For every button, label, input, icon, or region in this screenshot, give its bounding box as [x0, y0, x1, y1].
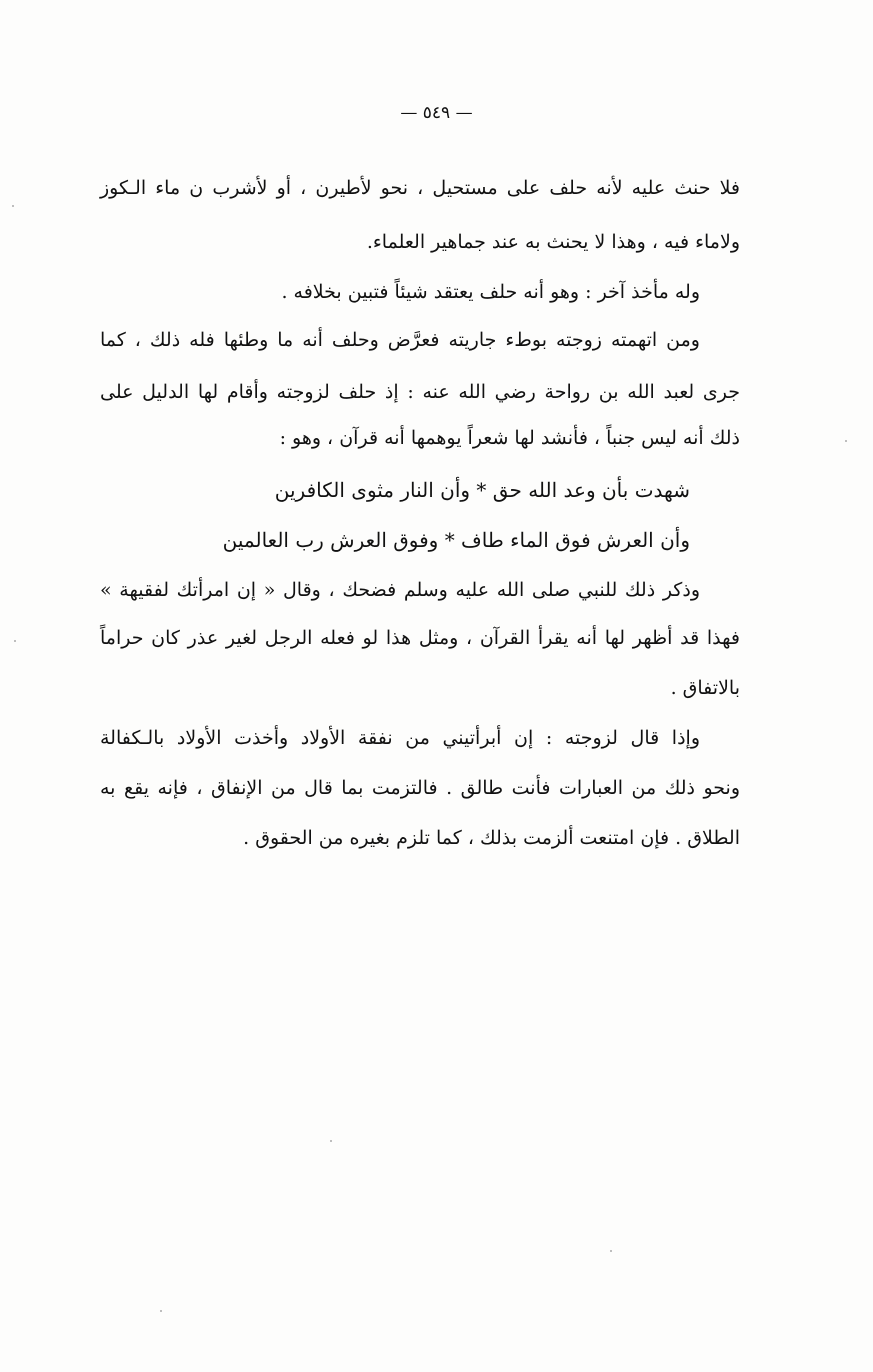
text-line: ونحو ذلك من العبارات فأنت طالق . فالتزمت بما قال من الإنفاق ، فإنه يقع به: [100, 777, 740, 799]
text-line: ذلك أنه ليس جنباً ، فأنشد لها شعراً يوهمها أنه قرآن ، وهو :: [279, 427, 740, 449]
text-line: ولاماء فيه ، وهذا لا يحنث به عند جماهير العلماء.: [366, 231, 740, 253]
text-line: جرى لعبد الله بن رواحة رضي الله عنه : إذ حلف لزوجته وأقام لها الدليل على: [100, 381, 740, 403]
poem-verse: وأن العرش فوق الماء طاف * وفوق العرش رب العالمين: [222, 528, 690, 552]
scan-speck: [330, 1140, 332, 1142]
scan-speck: [610, 1250, 612, 1252]
text-line: وذكر ذلك للنبي صلى الله عليه وسلم فضحك ، وقال « إن امرأتك لفقيهة »: [100, 579, 700, 601]
poem-verse: شهدت بأن وعد الله حق * وأن النار مثوى الكافرين: [274, 478, 690, 502]
body-text: [100, 0, 740, 1372]
text-line: فهذا قد أظهر لها أنه يقرأ القرآن ، ومثل هذا لو فعله الرجل لغير عذر كان حراماً: [100, 627, 740, 649]
text-line: فلا حنث عليه لأنه حلف على مستحيل ، نحو لأطيرن ، أو لأشرب ن ماء الـكوز: [100, 177, 740, 199]
text-line: ومن اتهمته زوجته بوطء جاريته فعرَّض وحلف أنه ما وطئها فله ذلك ، كما: [100, 329, 700, 351]
text-line: بالاتفاق .: [670, 677, 740, 699]
scan-speck: [160, 1310, 162, 1312]
scan-speck: [14, 640, 16, 642]
text-line: الطلاق . فإن امتنعت ألزمت بذلك ، كما تلزم بغيره من الحقوق .: [243, 827, 740, 849]
text-line: وإذا قال لزوجته : إن أبرأتيني من نفقة الأولاد وأخذت الأولاد بالـكفالة: [100, 727, 700, 749]
scan-speck: [12, 205, 14, 207]
page-number: — ٥٤٩ —: [400, 103, 473, 123]
scan-speck: [845, 440, 847, 442]
text-line: وله مأخذ آخر : وهو أنه حلف يعتقد شيئاً فتبين بخلافه .: [281, 281, 700, 303]
